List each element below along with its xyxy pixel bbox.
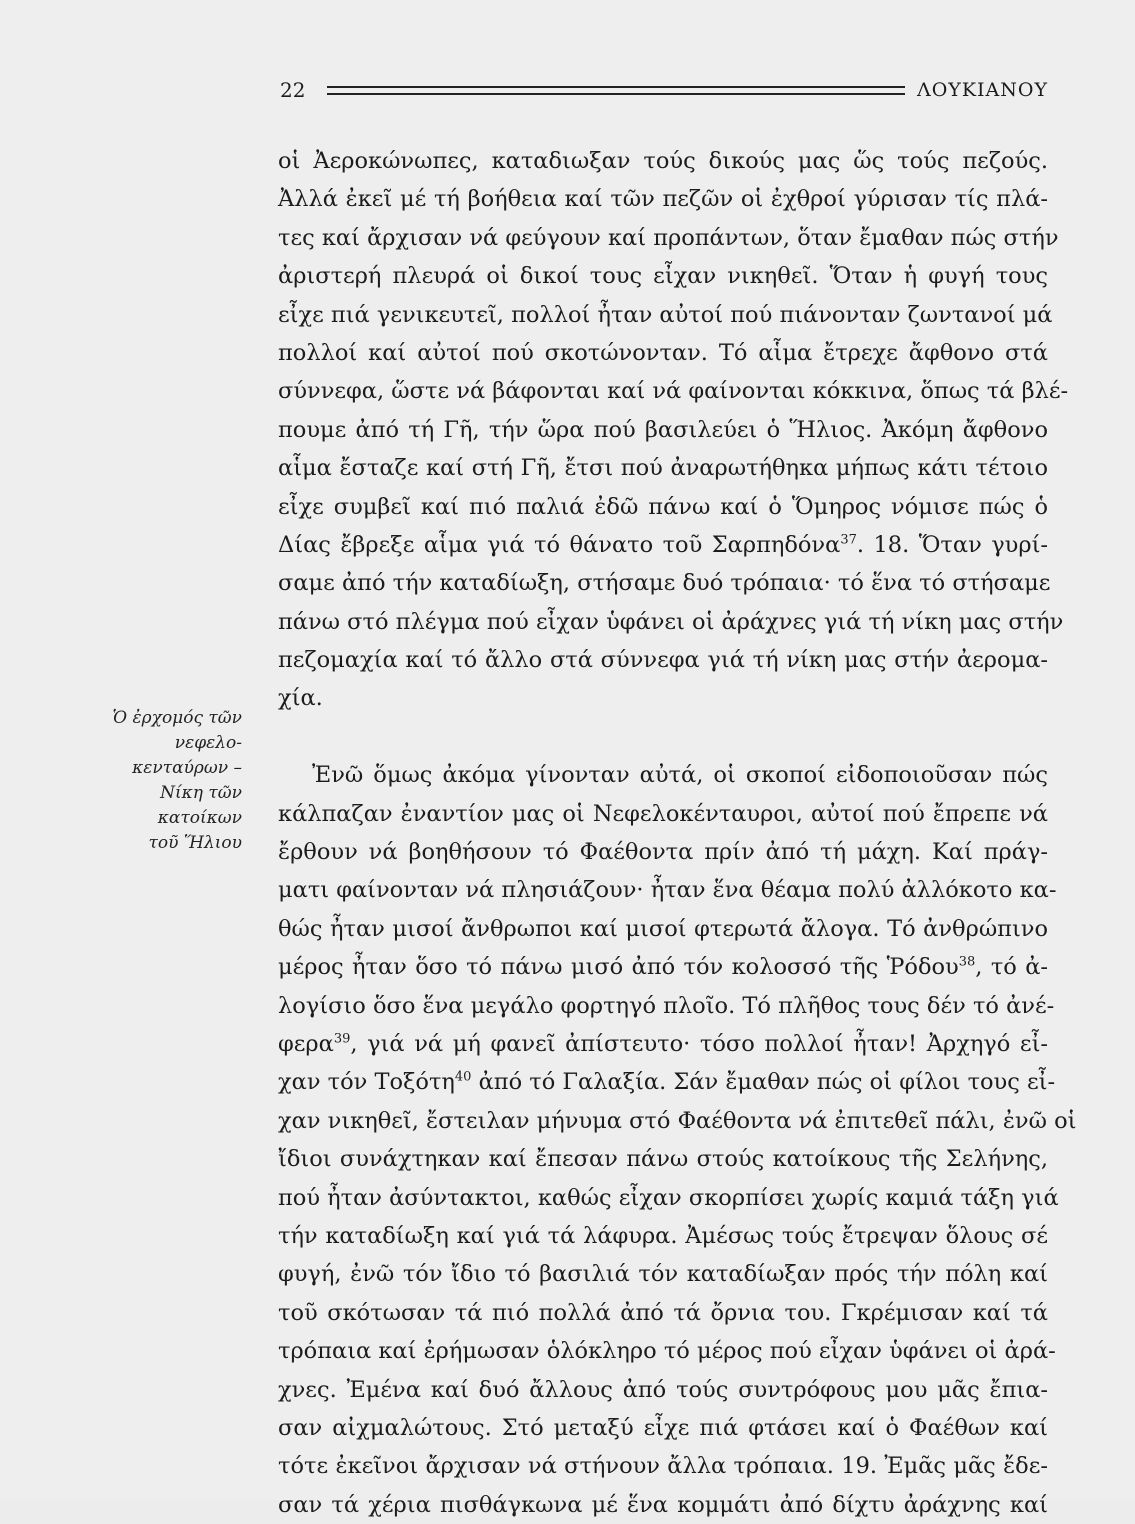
margin-note-centaurs <box>90 706 242 856</box>
footnote-ref: 37 <box>840 532 857 548</box>
margin-note-line: τοῦ Ἥλιου <box>148 833 242 853</box>
line-segment: μέρος ἦταν ὅσο τό πάνω μισό ἀπό τόν κολοσσό τῆς Ῥόδου <box>278 954 959 981</box>
line-segment: χαν τόν Τοξότη <box>278 1069 455 1096</box>
text-line <box>278 526 1048 564</box>
text-line: θώς ἦταν μισοί ἄνθρωποι καί μισοί φτερωτά ἄλογα. Τό ἀνθρώπινο <box>278 915 1048 942</box>
margin-note-line: Ὁ ἐρχομός τῶν <box>112 708 242 728</box>
header-rule <box>327 86 905 95</box>
text-line: σαμε ἀπό τήν καταδίωξη, στήσαμε δυό τρόπαια· τό ἕνα τό στήσαμε <box>278 570 1051 597</box>
text-line: χνες. Ἐμένα καί δυό ἄλλους ἀπό τούς συντρόφους μου μᾶς ἔπια- <box>278 1376 1048 1403</box>
margin-note-line: νεφελο- <box>174 733 242 753</box>
text-line <box>278 1025 1048 1063</box>
text-line: πεζομαχία καί τό ἄλλο στά σύννεφα γιά τή νίκη μας στήν ἀερομα- <box>278 647 1048 674</box>
text-line: Ἀλλά ἐκεῖ μέ τή βοήθεια καί τῶν πεζῶν οἱ ἐχθροί γύρισαν τίς πλά- <box>278 186 1048 213</box>
text-line: σαν τά χέρια πισθάγκωνα μέ ἕνα κομμάτι ἀπό δίχτυ ἀράχνης καί <box>278 1491 1048 1518</box>
text-line: τότε ἐκεῖνοι ἄρχισαν νά στήνουν ἄλλα τρόπαια. 19. Ἐμᾶς μᾶς ἔδε- <box>278 1453 1048 1480</box>
line-segment: φερα <box>278 1030 334 1057</box>
text-line: σαν αἰχμαλώτους. Στό μεταξύ εἶχε πιά φτάσει καί ὁ Φαέθων καί <box>278 1414 1048 1441</box>
text-line: πολλοί καί αὐτοί πού σκοτώνονταν. Τό αἷμα ἔτρεχε ἄφθονο στά <box>278 339 1048 366</box>
text-line: πού ἦταν ἀσύντακτοι, καθώς εἶχαν σκορπίσει χωρίς καμιά τάξη γιά <box>278 1184 1059 1211</box>
text-line: τρόπαια καί ἐρήμωσαν ὁλόκληρο τό μέρος πού εἶχαν ὑφάνει οἱ ἀρά- <box>278 1338 1056 1365</box>
margin-note-line: κενταύρων – <box>132 758 242 778</box>
paragraph-gap <box>278 718 1048 756</box>
text-line: τήν καταδίωξη καί γιά τά λάφυρα. Ἀμέσως τούς ἔτρεψαν ὅλους σέ <box>278 1222 1048 1249</box>
text-line: Ἐνῶ ὅμως ἀκόμα γίνονταν αὐτά, οἱ σκοποί εἰδοποιοῦσαν πώς <box>312 762 1048 789</box>
text-line: χαν νικηθεῖ, ἔστειλαν μήνυμα στό Φαέθοντα νά ἐπιτεθεῖ πάλι, ἐνῶ οἱ <box>278 1107 1077 1134</box>
page-number: 22 <box>280 78 306 102</box>
line-segment: , τό ἀ- <box>975 954 1048 981</box>
text-line: ἴδιοι συνάχτηκαν καί ἔπεσαν πάνω στούς κατοίκους τῆς Σελήνης, <box>278 1146 1048 1173</box>
line-segment: , γιά νά μή φανεῖ ἀπίστευτο· τόσο πολλοί ἦταν! Ἀρχηγό εἶ- <box>350 1030 1048 1057</box>
running-title: ΛΟΥΚΙΑΝΟΥ <box>916 79 1048 101</box>
text-line: φυγή, ἐνῶ τόν ἴδιο τό βασιλιά τόν καταδίωξαν πρός τήν πόλη καί <box>278 1261 1048 1288</box>
text-line: εἶχε πιά γενικευτεῖ, πολλοί ἦταν αὐτοί πού πιάνονταν ζωντανοί μά <box>278 301 1053 328</box>
body-text <box>278 142 1077 1524</box>
text-line: σύννεφα, ὥστε νά βάφονται καί νά φαίνονται κόκκινα, ὅπως τά βλέ- <box>278 378 1069 405</box>
text-line: πάνω στό πλέγμα πού εἶχαν ὑφάνει οἱ ἀράχνες γιά τή νίκη μας στήν <box>278 608 1064 635</box>
text-line: εἶχε συμβεῖ καί πιό παλιά ἐδῶ πάνω καί ὁ Ὅμηρος νόμισε πώς ὁ <box>278 493 1048 520</box>
text-line: κάλπαζαν ἐναντίον μας οἱ Νεφελοκένταυροι, αὐτοί πού ἔπρεπε νά <box>278 800 1048 827</box>
footnote-ref: 38 <box>958 954 976 970</box>
line-segment: ἀπό τό Γαλαξία. Σάν ἔμαθαν πώς οἱ φίλοι τους εἶ- <box>471 1069 1056 1096</box>
text-line: αἷμα ἔσταζε καί στή Γῆ, ἔτσι πού ἀναρωτήθηκα μήπως κάτι τέτοιο <box>278 455 1048 482</box>
text-line <box>278 948 1048 986</box>
footnote-ref: 40 <box>454 1069 472 1085</box>
text-line: ἀριστερή πλευρά οἱ δικοί τους εἶχαν νικηθεῖ. Ὅταν ἡ φυγή τους <box>278 263 1048 290</box>
text-line: πουμε ἀπό τή Γῆ, τήν ὥρα πού βασιλεύει ὁ Ἥλιος. Ἀκόμη ἄφθονο <box>278 416 1048 443</box>
margin-note-line: Νίκη τῶν <box>160 783 242 803</box>
text-line: χία. <box>278 685 323 712</box>
text-line: λογίσιο ὅσο ἕνα μεγάλο φορτηγό πλοῖο. Τό πλῆθος τους δέν τό ἀνέ- <box>278 992 1055 1019</box>
text-line: οἱ Ἀεροκώνωπες, καταδιωξαν τούς δικούς μας ὥς τούς πεζούς. <box>278 148 1048 174</box>
text-line: ματι φαίνονταν νά πλησιάζουν· ἦταν ἕνα θέαμα πολύ ἀλλόκοτο κα- <box>278 877 1057 904</box>
text-line: τες καί ἄρχισαν νά φεύγουν καί προπάντων, ὅταν ἔμαθαν πώς στήν <box>278 224 1059 251</box>
line-segment: Δίας ἔβρεξε αἷμα γιά τό θάνατο τοῦ Σαρπηδόνα <box>278 531 841 558</box>
text-line <box>278 1063 1056 1101</box>
text-line: ἔρθουν νά βοηθήσουν τό Φαέθοντα πρίν ἀπό τή μάχη. Καί πράγ- <box>278 839 1048 866</box>
line-segment: . 18. Ὅταν γυρί- <box>856 531 1048 558</box>
footnote-ref: 39 <box>333 1031 351 1047</box>
running-header <box>280 75 1048 105</box>
margin-note-line: κατοίκων <box>157 808 242 828</box>
text-line: τοῦ σκότωσαν τά πιό πολλά ἀπό τά ὄρνια του. Γκρέμισαν καί τά <box>278 1299 1048 1326</box>
